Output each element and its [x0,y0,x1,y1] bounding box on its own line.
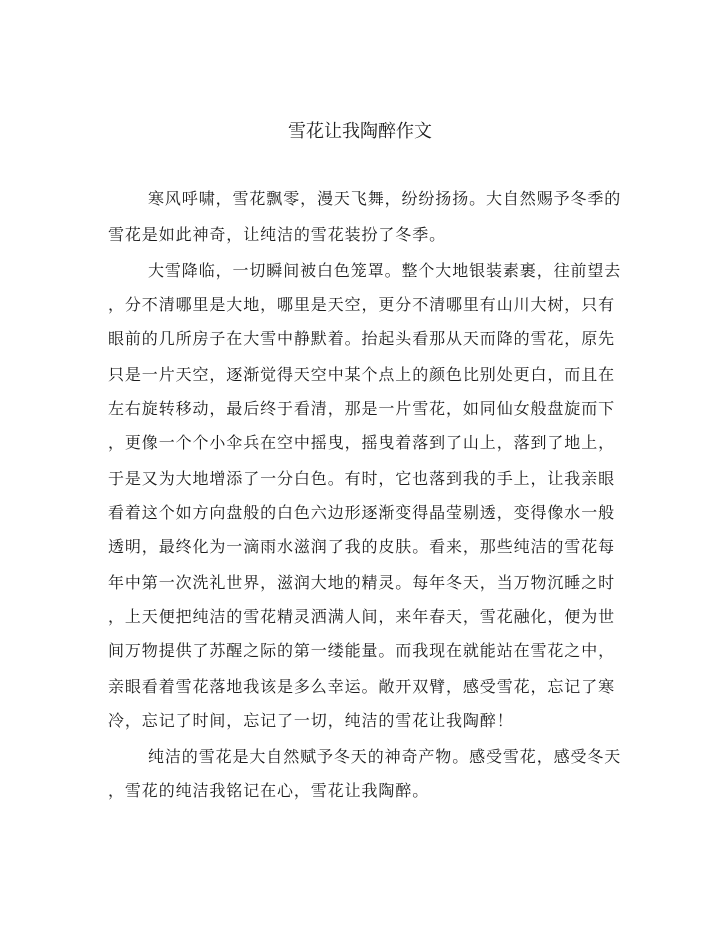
paragraph-1-line-2: 雪花是如此神奇，让纯洁的雪花装扮了冬季。 [108,225,447,244]
paragraph-2-line-1: 大雪降临，一切瞬间被白色笼罩。整个大地银装素裹，往前望去 [148,261,622,280]
paragraph-2-line-6: ，更像一个个小伞兵在空中摇曳，摇曳着落到了山上，落到了地上， [108,433,616,452]
paragraph-2-line-4: 只是一片天空，逐渐觉得天空中某个点上的颜色比别处更白，而且在 [108,365,616,384]
paragraph-2-line-3: 眼前的几所房子在大雪中静默着。抬起头看那从天而降的雪花，原先 [108,329,616,348]
paragraph-2-line-7: 于是又为大地增添了一分白色。有时，它也落到我的手上，让我亲眼 [108,469,616,488]
paragraph-3-line-1: 纯洁的雪花是大自然赋予冬天的神奇产物。感受雪花，感受冬天 [148,747,622,766]
paragraph-2-line-12: 间万物提供了苏醒之际的第一缕能量。而我现在就能站在雪花之中， [108,641,616,660]
paragraph-2-line-13: 亲眼看着雪花落地我该是多么幸运。敞开双臂，感受雪花，忘记了寒 [108,677,616,696]
paragraph-2-line-2: ，分不清哪里是大地，哪里是天空，更分不清哪里有山川大树，只有 [108,295,616,314]
paragraph-2-line-10: 年中第一次洗礼世界，滋润大地的精灵。每年冬天，当万物沉睡之时 [108,573,616,592]
paragraph-2-line-11: ，上天便把纯洁的雪花精灵洒满人间，来年春天，雪花融化，便为世 [108,607,616,626]
paragraph-3-line-2: ，雪花的纯洁我铭记在心，雪花让我陶醉。 [108,781,430,800]
paragraph-2-line-5: 左右旋转移动，最后终于看清，那是一片雪花，如同仙女般盘旋而下 [108,399,616,418]
paragraph-2-line-8: 看着这个如方向盘般的白色六边形逐渐变得晶莹剔透，变得像水一般 [108,503,616,522]
paragraph-2-line-14: 冷，忘记了时间，忘记了一切，纯洁的雪花让我陶醉！ [108,711,514,730]
paragraph-2-line-9: 透明，最终化为一滴雨水滋润了我的皮肤。看来，那些纯洁的雪花每 [108,537,616,556]
document-title: 雪花让我陶醉作文 [288,121,432,142]
paragraph-1-line-1: 寒风呼啸，雪花飘零，漫天飞舞，纷纷扬扬。大自然赐予冬季的 [148,189,622,208]
